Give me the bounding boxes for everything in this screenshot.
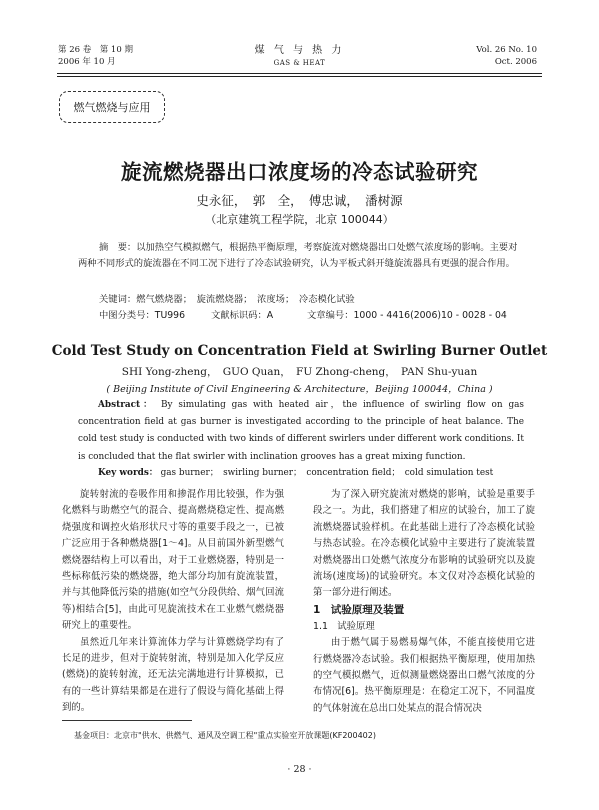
page-number: · 28 · bbox=[287, 764, 312, 775]
article-number: 文章编号：1000 - 4416(2006)10 - 0028 - 04 bbox=[307, 310, 507, 321]
authors-en: SHI Yong-zheng， GUO Quan， FU Zhong-cheng， PAN Shu-yuan bbox=[121, 366, 478, 378]
body-paragraph: 为了深入研究旋流对燃烧的影响，试验是重要手段之一。为此，我们搭建了相应的试验台，加工了旋流燃烧器试验样机。在此基础上进行了冷态模化试验与热态试验。在冷态模化试验中主要进行了旋流装置对燃烧器出口处燃气浓度分布影响的试验研究以及旋流场(速度场)的试验研究。本文仅对冷态模化试验的第一部分进行阐述。 bbox=[313, 489, 535, 599]
paper-title-cn: 旋流燃烧器出口浓度场的冷态试验研究 bbox=[121, 160, 478, 184]
abstract-cn bbox=[78, 240, 524, 272]
abstract-en-label: Abstract： bbox=[98, 400, 156, 410]
section-heading: 1 试验原理及装置 bbox=[313, 603, 405, 616]
affiliation-en: ( Beijing Institute of Civil Engineering & Architecture，Beijing 100044，China ) bbox=[106, 384, 493, 395]
body-paragraph: 由于燃气属于易燃易爆气体，不能直接使用它进行燃烧器冷态试验。我们根据热平衡原理，使用加热的空气模拟燃气，近似测量燃烧器出口燃气浓度的分布情况[6]。热平衡原理是：在稳定工况下，不同温度的气体射流在总出口处某点的混合情况决 bbox=[313, 637, 535, 714]
keywords-en bbox=[78, 465, 493, 482]
footnote: 基金项目：北京市"供水、供燃气、通风及空调工程"重点实验室开放课题(KF200402) bbox=[74, 731, 376, 740]
body-column-left bbox=[62, 487, 284, 717]
clc-number: 中图分类号：TU996 bbox=[99, 310, 186, 321]
document-code: 文献标识码：A bbox=[211, 310, 274, 321]
abstract-cn-text: 以加热空气模拟燃气，根据热平衡原理，考察旋流对燃烧器出口处燃气浓度场的影响。主要对两种不同形式的旋流器在不同工况下进行了冷态试验研究，认为平板式斜开缝旋流器具有更强的混合作用。 bbox=[78, 242, 518, 269]
keywords-cn-items: 燃气燃烧器； 旋流燃烧器； 浓度场； 冷态模化试验 bbox=[136, 294, 355, 305]
paper-title-en: Cold Test Study on Concentration Field at Swirling Burner Outlet bbox=[51, 343, 548, 359]
header-date-en: Oct. 2006 bbox=[494, 57, 537, 67]
header-volume-en bbox=[476, 44, 537, 68]
abstract-en-text: By simulating gas with heated air，the influence of swirling flow on gas concentration field at gas burner is investigated according to the principle of heat balance. The cold test study is conducted with two kinds of different swirlers under different work conditions. It is concluded that the flat swirler with inclination grooves has a great mixing function. bbox=[78, 400, 524, 462]
keywords-cn bbox=[99, 292, 355, 308]
authors-cn: 史永征， 郭 全， 傅忠诚， 潘树源 bbox=[196, 193, 403, 208]
subsection-heading: 1.1 试验原理 bbox=[313, 620, 375, 632]
header-vol-en: Vol. 26 No. 10 bbox=[476, 45, 537, 55]
body-column-right bbox=[313, 487, 535, 717]
header-rule bbox=[57, 73, 542, 74]
classification-cn bbox=[99, 308, 507, 324]
abstract-cn-label: 摘 要： bbox=[99, 242, 137, 253]
affiliation-cn: （北京建筑工程学院，北京 100044） bbox=[205, 213, 394, 226]
body-paragraph: 虽然近几年来计算流体力学与计算燃烧学均有了长足的进步，但对于旋转射流，特别是加入化学反应(燃烧)的旋转射流，还无法完满地进行计算模拟，已有的一些计算结果都是在进行了假设与简化基础上得到的。 bbox=[62, 636, 284, 714]
body-paragraph: 旋转射流的卷吸作用和掺混作用比较强，作为强化燃料与助燃空气的混合、提高燃烧稳定性、提高燃烧强度和调控火焰形状尺寸等的重要手段之一，已被广泛应用于各种燃烧器[1～4]。从目前国外新型燃气燃烧器结构上可以看出，对于工业燃烧器，特别是一些标称低污染的燃烧器，绝大部分均加有旋流装置，并与其他降低污染的措施(如空气分段供给、烟气回流等)相结合[5]，由此可见旋流技术在工业燃气燃烧器研究上的重要性。 bbox=[62, 489, 284, 632]
header-rule-thin bbox=[57, 76, 542, 77]
journal-name-en: GAS & HEAT bbox=[273, 59, 326, 67]
section-label: 燃气燃烧与应用 bbox=[59, 91, 165, 123]
keywords-en-items: gas burner； swirling burner； concentration field； cold simulation test bbox=[160, 468, 494, 478]
header-vol-cn: 第 26 卷 第 10 期 bbox=[58, 45, 133, 55]
keywords-cn-label: 关键词： bbox=[99, 294, 137, 305]
keywords-en-label: Key words： bbox=[98, 468, 158, 478]
footnote-rule bbox=[62, 720, 192, 721]
abstract-en bbox=[78, 397, 524, 466]
journal-name-cn: 煤 气 与 热 力 bbox=[254, 45, 345, 56]
header-date-cn: 2006 年 10 月 bbox=[58, 57, 116, 67]
